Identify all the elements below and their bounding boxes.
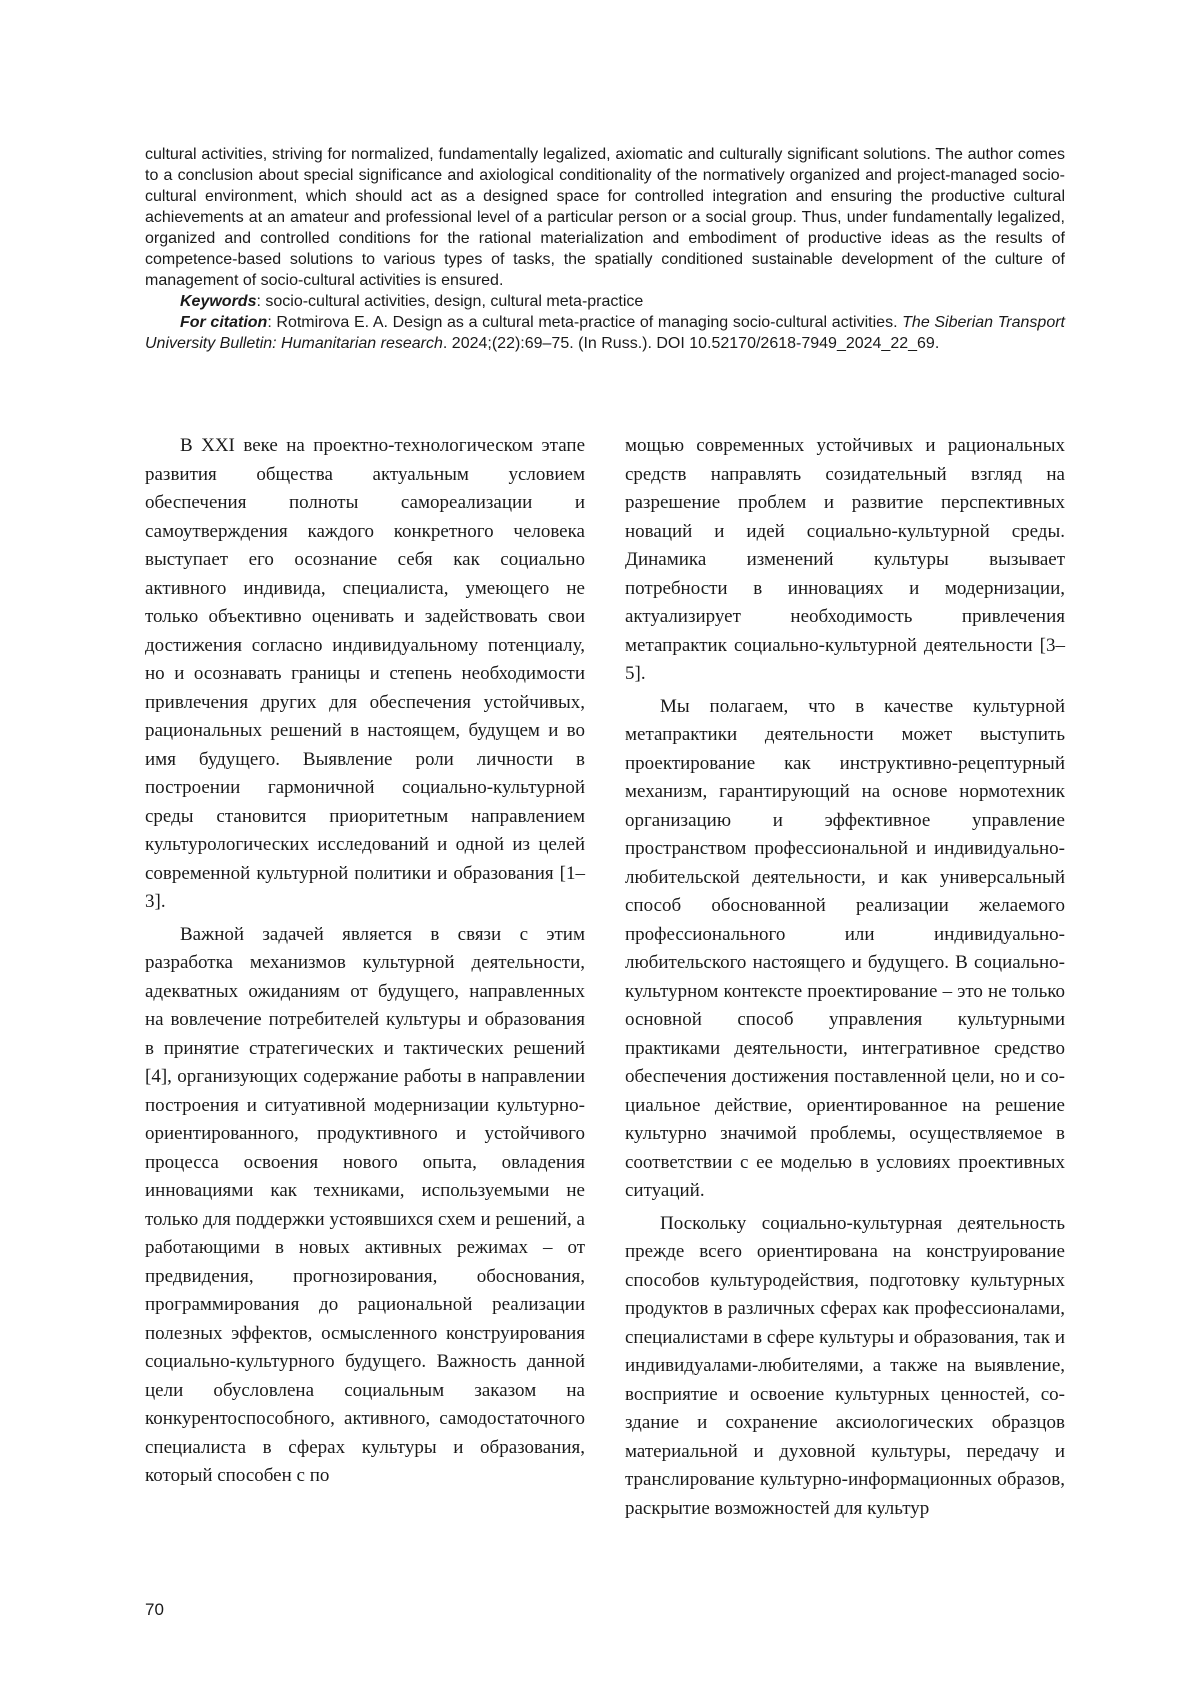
left-column [145, 432, 585, 1495]
left-paragraph-2: Важной задачей является в связи с этим разработка механизмов культурной деятельности, адекватных ожиданиям от будущего, направленных на вовлечение потребителей культуры и образования в принятие стратегических и тактических решений [4], организующих содержание работы в направлении построения и ситуативной модернизации культурно-ориентированного, продуктивного и устойчивого процесса освоения нового опыта, овладения инновациями как техниками, используемыми не только для поддержки устоявшихся схем и решений, а работающими в новых активных режимах – от предвидения, прогнозирования, обоснования, программирования до рациональной реализации полезных эффектов, осмысленного конструирования социально-культурного будущего. Важность данной цели обусловлена социальным заказом на конкурентоспособного, активного, самодостаточного специалиста в сферах культуры и образования, который способен с по [145, 923, 585, 1486]
abstract-block [145, 144, 1065, 354]
page-number: 70 [145, 1600, 164, 1619]
citation-label: For citation [180, 314, 268, 331]
right-paragraph-1: мощью современных устойчивых и рациональных средств направлять созидательный взгляд на разрешение проблем и развитие перспективных новаций и идей социально-культурной среды. Динамика изменений культуры вызывает потребности в инновациях и модернизации, актуализирует необходимость привлечения метапрактик социально-культурной деятельности [3–5]. [625, 435, 1065, 684]
keywords-label: Keywords [180, 293, 257, 310]
right-paragraph-3: Поскольку социально-культурная деятельность прежде всего ориентирована на конструирование способов культуродействия, подготовку культурных продуктов в различных сферах как профессионалами, специалистами в сфере культуры и образования, так и индивидуалами-любителями, а также на выявление, восприятие и освоение культурных ценностей, создание и сохранение аксиологических образцов материальной и духовной культуры, передачу и транслирование культурно-информационных образов, раскрытие возможностей для культур [625, 1212, 1065, 1519]
citation-text-1: : Rotmirova E. A. Design as a cultural meta-practice of managing socio-cultural activities. [267, 314, 903, 331]
keywords-text: : socio-cultural activities, design, cultural meta-practice [256, 293, 644, 310]
right-column [625, 432, 1065, 1527]
citation-text-2: . 2024;(22):69–75. (In Russ.). DOI 10.52170/2618-7949_2024_22_69. [442, 335, 940, 352]
citation-journal: The Siberian Transport University Bulletin: Humanitarian research [145, 314, 1065, 352]
citation-line [145, 312, 1065, 354]
left-paragraph-1: В XXI веке на проектно-технологическом этапе развития общества актуальным условием обеспечения полноты самореализации и самоутверждения каждого конкретного человека выступает его осознание себя как социально активного индивида, специалиста, умеющего не только объективно оценивать и задействовать свои достижения согласно индивидуальному потенциалу, но и осознавать границы и степень необходимости привлечения других для обеспечения устойчивых, рациональных решений в настоящем, будущем и во имя будущего. Выявление роли личности в построении гармоничной социально-культурной среды становится приоритетным направлением культурологических исследований и одной из целей современной культурной политики и образования [1–3]. [145, 435, 585, 912]
abstract-text: cultural activities, striving for normalized, fundamentally legalized, axiomatic and culturally significant solutions. The author comes to a conclusion about special significance and axiological conditionality of the normatively organized and project-managed socio-cultural environment, which should act as a designed space for controlled integration and ensuring the productive cultural achievements at an amateur and professional level of a particular person or a social group. Thus, under fundamentally legalized, organized and controlled conditions for the rational materialization and embodiment of productive ideas as the results of competence-based solutions to various types of tasks, the spatially conditioned sustainable development of the culture of management of socio-cultural activities is ensured. [145, 146, 1065, 289]
right-paragraph-2: Мы полагаем, что в качестве культурной метапрактики деятельности может выступить проектирование как инструктивно-рецептурный механизм, гарантирующий на основе нормотехник организацию и эффективное управление пространством профессиональной и индивидуально-любительской деятельности, и как универсальный способ обоснованной реализации желаемого профессионального или индивидуально-любительского настоящего и будущего. В социально-культурном контексте проектирование – это не только основной способ управления культурными практиками деятельности, интегративное средство обеспечения достижения поставленной цели, но и социальное действие, ориентированное на решение культурно значимой проблемы, осуществляемое в соответствии с ее моделью в условиях проективных ситуаций. [625, 695, 1065, 1201]
keywords-line [145, 291, 1065, 312]
